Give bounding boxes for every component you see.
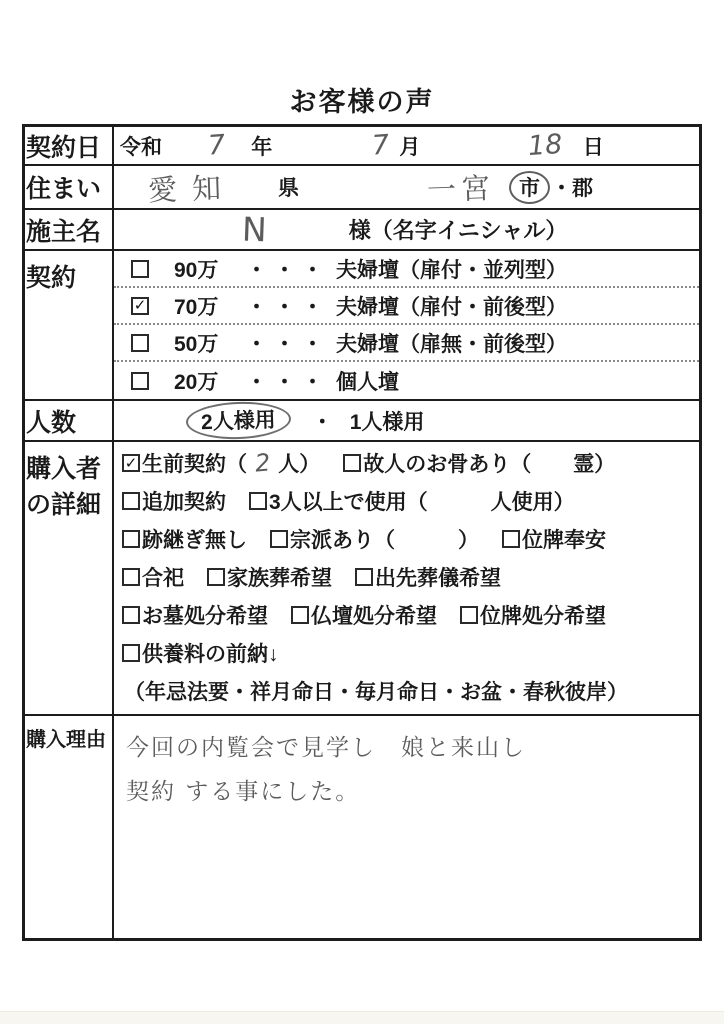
option-price: 50万 [174,332,219,356]
option-price: 20万 [174,370,219,394]
checkbox-icon [270,530,288,548]
option-price: 90万 [174,258,219,282]
people-count-handwritten: 2 [253,448,272,478]
detail-item-grave-disposal: お墓処分希望 [122,600,268,630]
form-title: お客様の声 [289,87,435,117]
client-name-label: 施主名 [25,210,114,249]
checkbox-icon [131,334,149,352]
client-initial-handwritten: N [241,209,268,250]
detail-item-goushi: 合祀 [122,562,184,592]
row-contract-plan [25,251,699,401]
detail-item-ihai-disposal: 位牌処分希望 [460,600,606,630]
contract-option-90 [114,251,699,288]
contract-plan-label: 契約 [25,251,114,399]
purchaser-details-label: 購入者 の詳細 [25,442,114,714]
checkbox-icon [207,568,225,586]
row-contract-date [25,127,699,166]
checkbox-icon [122,492,140,510]
prefecture-value-handwritten: 愛知 [147,169,237,208]
detail-item-three-or-more: 3人以上で使用（ 人使用） [249,486,575,516]
detail-item-ihai-enshrine: 位牌奉安 [502,524,606,554]
city-type-unit: ・郡 [551,177,594,200]
checkbox-icon [122,568,140,586]
row-people-count [25,401,699,442]
checkbox-checked-icon: ✓ [122,454,140,472]
day-value-handwritten: 18 [527,128,564,163]
reason-line-2: 契約 する事にした。 [126,779,361,805]
option-separator: ・ [311,410,333,434]
checkbox-icon [460,606,478,624]
contract-date-label: 契約日 [25,127,114,164]
contract-option-50 [114,325,699,362]
checkbox-icon [355,568,373,586]
detail-item-deceased-remains: 故人のお骨あり（ 霊） [343,448,615,478]
scan-artifact-band [0,1011,724,1024]
checkbox-icon [249,492,267,510]
details-note: （年忌法要・祥月命日・毎月命日・お盆・春秋彼岸） [124,681,628,704]
checkbox-icon [122,644,140,662]
client-name-suffix: 様（名字イニシャル） [348,218,568,243]
month-value-handwritten: 7 [371,129,391,162]
checkbox-icon [131,372,149,390]
option-dots: ・・・ [246,332,330,356]
option-dots: ・・・ [246,258,330,282]
details-line-5 [122,596,699,634]
checkbox-icon [502,530,520,548]
details-line-3 [122,520,699,558]
option-dots: ・・・ [246,295,330,319]
detail-item-outside-funeral: 出先葬儀希望 [355,562,501,592]
selected-option-circle-mark [185,400,291,441]
option-description: 夫婦壇（扉無・前後型） [336,332,567,356]
form-table [22,124,702,941]
people-count-label: 人数 [25,401,114,440]
checkbox-checked-icon: ✓ [131,297,149,315]
option-price: 70万 [174,295,219,319]
checkbox-icon [131,260,149,278]
city-type-circled: 市 [519,177,541,200]
detail-item-additional-contract: 追加契約 [122,486,226,516]
detail-item-has-sect: 宗派あり（ ） [270,524,479,554]
details-line-6 [122,634,699,672]
option-dots: ・・・ [246,370,330,394]
row-purchase-reason [25,716,699,938]
checkbox-icon [343,454,361,472]
people-option-two: 2人様用 [200,408,277,435]
detail-item-family-funeral: 家族葬希望 [207,562,332,592]
day-unit: 日 [582,135,604,159]
era-label: 令和 [120,135,162,159]
row-client-name [25,210,699,251]
people-option-one: 1人様用 [349,410,425,434]
option-description: 夫婦壇（扉付・並列型） [336,258,567,282]
row-residence [25,166,699,210]
city-type-circle-mark [509,171,550,204]
year-value-handwritten: 7 [206,129,227,162]
contract-option-20 [114,362,699,399]
detail-item-prepaid-memorial-fee: 供養料の前納↓ [122,638,279,668]
month-unit: 月 [399,135,421,159]
reason-line-1: 今回の内覧会で見学し 娘と来山し [126,735,526,761]
year-unit: 年 [251,135,273,159]
prefecture-unit: 県 [278,177,300,200]
row-purchaser-details [25,442,699,716]
detail-item-prior-contract: ✓ 生前契約（ 2 人） [122,448,320,478]
residence-label: 住まい [25,166,114,208]
option-description: 個人壇 [336,370,399,394]
purchase-reason-handwritten [114,716,699,814]
checkbox-icon [122,530,140,548]
details-line-1 [122,444,699,482]
details-line-2 [122,482,699,520]
purchase-reason-label: 購入理由 [25,716,114,938]
option-description: 夫婦壇（扉付・前後型） [336,295,567,319]
detail-item-no-successor: 跡継ぎ無し [122,524,247,554]
city-value-handwritten: 一宮 [426,170,496,207]
detail-item-butsudan-disposal: 仏壇処分希望 [291,600,437,630]
checkbox-icon [291,606,309,624]
contract-option-70-selected [114,288,699,325]
details-line-4 [122,558,699,596]
checkbox-icon [122,606,140,624]
